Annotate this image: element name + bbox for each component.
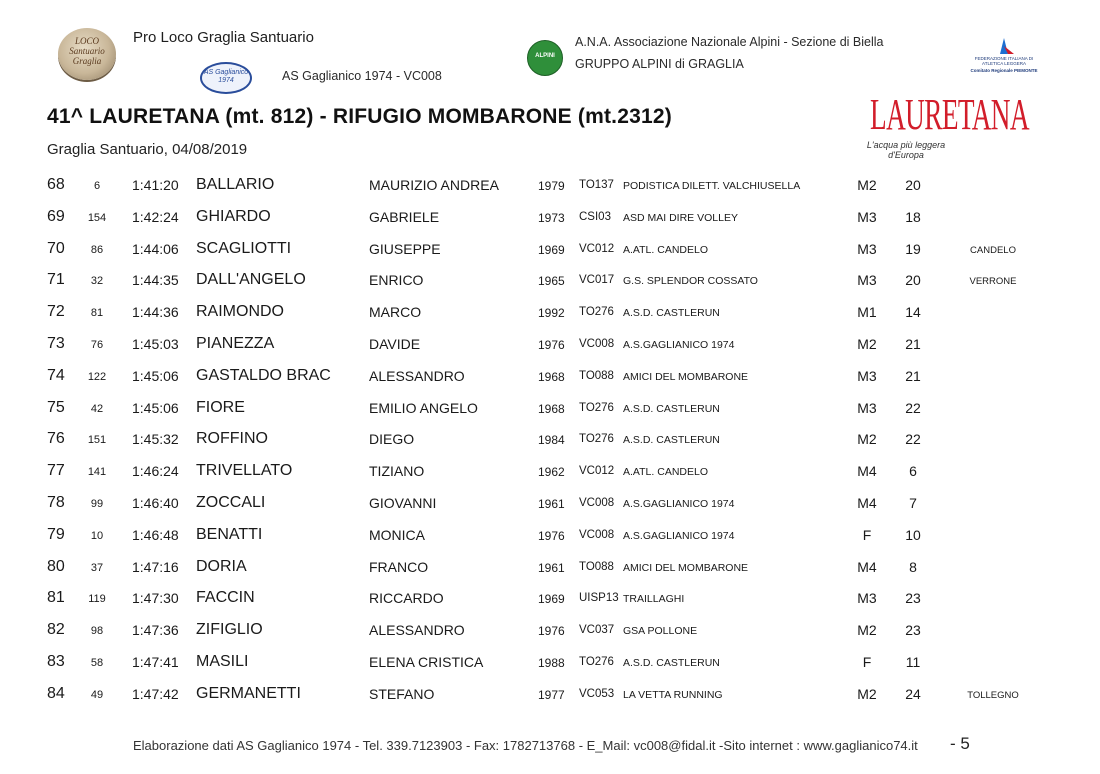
result-position: 84 — [47, 684, 65, 702]
table-row — [0, 176, 1100, 208]
result-time: 1:42:24 — [132, 208, 179, 225]
result-club-code: TO088 — [579, 369, 614, 382]
result-firstname: ALESSANDRO — [369, 622, 465, 639]
result-firstname: TIZIANO — [369, 463, 425, 480]
result-club-code: VC012 — [579, 242, 615, 255]
result-club-code: TO276 — [579, 433, 614, 446]
result-club: A.ATL. CANDELO — [623, 466, 708, 479]
result-surname: SCAGLIOTTI — [196, 239, 292, 257]
lauretana-logo-word: LAURETANA — [870, 90, 1029, 139]
result-position: 81 — [47, 589, 65, 607]
result-category: M4 — [857, 495, 877, 511]
result-club-code: TO088 — [579, 560, 614, 573]
result-birth-year: 1962 — [538, 465, 565, 480]
result-category-position: 20 — [905, 272, 921, 289]
result-category-position: 22 — [905, 431, 921, 448]
result-surname: GASTALDO BRAC — [196, 366, 331, 384]
result-bib: 10 — [90, 529, 104, 542]
result-club: PODISTICA DILETT. VALCHIUSELLA — [623, 180, 801, 192]
result-category-position: 21 — [905, 336, 921, 352]
result-position: 74 — [47, 366, 65, 384]
table-row — [0, 558, 1100, 590]
table-row — [0, 271, 1100, 303]
result-surname: MASILI — [196, 653, 249, 670]
result-bib: 81 — [90, 307, 104, 320]
result-club: A.S.GAGLIANICO 1974 — [623, 339, 735, 351]
result-position: 71 — [47, 271, 65, 289]
result-surname: BENATTI — [196, 525, 263, 543]
result-category: M3 — [857, 590, 877, 607]
result-birth-year: 1961 — [538, 560, 565, 575]
result-club: A.S.D. CASTLERUN — [623, 434, 720, 447]
result-position: 78 — [47, 494, 65, 511]
result-time: 1:47:16 — [132, 558, 179, 575]
result-category-position: 18 — [905, 208, 921, 225]
result-club: A.S.GAGLIANICO 1974 — [623, 529, 735, 542]
lauretana-logo-tagline: L'acqua più leggera d'Europa — [866, 140, 946, 160]
result-bib: 76 — [90, 339, 104, 351]
result-category: M3 — [857, 208, 877, 225]
result-bib: 37 — [90, 561, 104, 574]
result-club-code: VC017 — [579, 274, 615, 287]
org-gruppo-alpini: GRUPPO ALPINI di GRAGLIA — [575, 57, 744, 71]
result-surname: ROFFINO — [196, 430, 268, 448]
result-birth-year: 1965 — [538, 274, 565, 289]
result-category-position: 14 — [905, 304, 921, 321]
result-club-code: TO276 — [579, 656, 614, 668]
result-surname: GHIARDO — [196, 207, 271, 225]
result-position: 76 — [47, 430, 65, 448]
result-category: M1 — [857, 304, 877, 321]
result-club-code: VC008 — [579, 497, 615, 509]
result-firstname: MONICA — [369, 526, 425, 543]
table-row — [0, 462, 1100, 494]
result-club: AMICI DEL MOMBARONE — [623, 370, 749, 383]
result-birth-year: 1979 — [538, 179, 565, 193]
pro-loco-logo — [58, 28, 116, 80]
result-club-code: VC008 — [579, 528, 615, 541]
result-position: 68 — [47, 176, 65, 193]
page-subtitle: Graglia Santuario, 04/08/2019 — [47, 141, 248, 158]
result-bib: 42 — [90, 402, 104, 415]
result-club: LA VETTA RUNNING — [623, 688, 723, 701]
result-time: 1:47:36 — [132, 622, 179, 639]
result-surname: FACCIN — [196, 589, 255, 607]
fidal-mark-icon — [970, 36, 1038, 56]
result-surname: RAIMONDO — [196, 303, 284, 321]
result-club: A.S.D. CASTLERUN — [623, 307, 720, 320]
result-birth-year: 1961 — [538, 497, 565, 511]
fidal-logo-sub: Comitato Regionale PIEMONTE — [970, 68, 1038, 73]
result-firstname: ALESSANDRO — [369, 367, 465, 384]
result-note: TOLLEGNO — [967, 689, 1019, 701]
lauretana-logo — [848, 90, 1029, 160]
table-row — [0, 430, 1100, 462]
table-row — [0, 494, 1100, 526]
result-category-position: 22 — [905, 399, 921, 416]
result-firstname: GIUSEPPE — [369, 240, 441, 257]
table-row — [0, 589, 1100, 621]
result-firstname: EMILIO ANGELO — [369, 399, 478, 416]
result-club-code: VC008 — [579, 338, 615, 350]
result-firstname: ELENA CRISTICA — [369, 654, 484, 670]
table-row — [0, 653, 1100, 685]
result-club-code: VC053 — [579, 687, 615, 700]
result-birth-year: 1992 — [538, 306, 565, 321]
result-club: A.S.GAGLIANICO 1974 — [623, 498, 735, 510]
table-row — [0, 621, 1100, 653]
table-row — [0, 367, 1100, 399]
result-category: M3 — [857, 272, 877, 289]
result-category-position: 24 — [905, 685, 921, 702]
result-position: 72 — [47, 303, 65, 321]
result-firstname: MARCO — [369, 304, 422, 321]
fidal-logo-text — [970, 56, 1038, 73]
pro-loco-logo-text: LOCO Santuario Graglia — [69, 36, 105, 66]
result-surname: PIANEZZA — [196, 335, 275, 352]
result-club: TRAILLAGHI — [623, 593, 685, 606]
result-birth-year: 1976 — [538, 338, 565, 352]
result-birth-year: 1988 — [538, 656, 565, 670]
result-club-code: VC012 — [579, 465, 615, 478]
result-club: A.S.D. CASTLERUN — [623, 402, 720, 415]
result-category: M3 — [857, 240, 877, 257]
result-note: VERRONE — [969, 276, 1017, 288]
result-category: M2 — [857, 336, 877, 352]
result-time: 1:41:20 — [132, 177, 179, 193]
result-birth-year: 1977 — [538, 687, 565, 702]
result-club: A.S.D. CASTLERUN — [623, 657, 720, 669]
result-position: 80 — [47, 557, 65, 575]
table-row — [0, 399, 1100, 431]
org-ana: A.N.A. Associazione Nazionale Alpini - Sezione di Biella — [575, 35, 884, 49]
result-time: 1:45:06 — [132, 399, 179, 416]
result-surname: DORIA — [196, 557, 247, 575]
result-position: 73 — [47, 335, 65, 352]
result-surname: FIORE — [196, 398, 245, 416]
result-surname: ZIFIGLIO — [196, 621, 263, 639]
result-bib: 98 — [90, 625, 104, 638]
result-time: 1:44:36 — [132, 304, 179, 321]
result-firstname: STEFANO — [369, 685, 435, 702]
fidal-logo — [970, 36, 1038, 80]
result-club-code: TO276 — [579, 401, 614, 414]
result-firstname: DAVIDE — [369, 336, 421, 352]
result-position: 70 — [47, 239, 65, 257]
result-category: M4 — [857, 558, 877, 575]
result-surname: DALL'ANGELO — [196, 271, 306, 289]
table-row — [0, 335, 1100, 367]
table-row — [0, 303, 1100, 335]
ana-logo — [527, 40, 563, 76]
footer-credits: Elaborazione dati AS Gaglianico 1974 - Tel. 339.7123903 - Fax: 1782713768 - E_Mail: vc008@fidal.it -Sito internet : www.gaglianico74.it — [133, 738, 918, 753]
result-time: 1:47:30 — [132, 590, 179, 607]
as-gaglianico-logo-text: AS Gaglianico 1974 — [203, 69, 249, 84]
table-row — [0, 240, 1100, 272]
result-category-position: 6 — [909, 463, 917, 480]
result-birth-year: 1969 — [538, 592, 565, 607]
result-bib: 154 — [87, 211, 107, 224]
result-birth-year: 1973 — [538, 210, 565, 225]
result-firstname: FRANCO — [369, 558, 429, 575]
result-time: 1:45:06 — [132, 367, 179, 384]
result-bib: 6 — [93, 180, 101, 192]
result-bib: 119 — [88, 593, 106, 606]
result-category-position: 20 — [905, 177, 921, 193]
result-time: 1:44:35 — [132, 272, 179, 289]
result-category-position: 19 — [905, 240, 921, 257]
result-time: 1:46:40 — [132, 495, 179, 511]
table-row — [0, 685, 1100, 717]
result-surname: GERMANETTI — [196, 684, 301, 702]
result-birth-year: 1984 — [538, 433, 565, 448]
org-as-gaglianico: AS Gaglianico 1974 - VC008 — [282, 69, 442, 83]
result-category: F — [862, 526, 872, 543]
result-bib: 141 — [87, 466, 107, 479]
result-time: 1:46:24 — [132, 463, 179, 480]
result-time: 1:47:41 — [132, 654, 179, 670]
result-club-code: TO137 — [579, 179, 614, 191]
result-time: 1:44:06 — [132, 240, 179, 257]
result-bib: 122 — [87, 370, 107, 383]
result-category: F — [862, 654, 872, 670]
fidal-logo-name: FEDERAZIONE ITALIANA DI ATLETICA LEGGERA — [974, 56, 1034, 66]
result-club: A.ATL. CANDELO — [623, 243, 708, 256]
result-birth-year: 1976 — [538, 624, 565, 639]
result-category: M2 — [857, 685, 877, 702]
result-category: M3 — [857, 399, 877, 416]
page-number: - 5 — [950, 734, 970, 753]
org-pro-loco: Pro Loco Graglia Santuario — [133, 29, 314, 46]
result-position: 83 — [47, 653, 65, 670]
result-time: 1:47:42 — [132, 685, 179, 702]
result-club: ASD MAI DIRE VOLLEY — [623, 211, 738, 224]
result-birth-year: 1976 — [538, 528, 565, 543]
result-category-position: 8 — [909, 558, 917, 575]
result-birth-year: 1968 — [538, 369, 565, 384]
result-firstname: GABRIELE — [369, 208, 440, 225]
result-club-code: TO276 — [579, 306, 614, 319]
result-club-code: UISP13 — [579, 592, 619, 605]
result-surname: ZOCCALI — [196, 494, 266, 511]
result-position: 75 — [47, 398, 65, 416]
result-time: 1:45:03 — [132, 336, 179, 352]
result-position: 82 — [47, 621, 65, 639]
table-row — [0, 526, 1100, 558]
result-bib: 99 — [90, 498, 104, 510]
result-bib: 32 — [90, 275, 104, 288]
result-category-position: 10 — [905, 526, 921, 543]
result-club-code: VC037 — [579, 624, 615, 637]
result-category-position: 21 — [905, 367, 921, 384]
result-category: M2 — [857, 431, 877, 448]
result-position: 79 — [47, 525, 65, 543]
result-category-position: 7 — [909, 495, 917, 511]
page-title: 41^ LAURETANA (mt. 812) - RIFUGIO MOMBARONE (mt.2312) — [47, 105, 672, 128]
result-birth-year: 1968 — [538, 401, 565, 416]
result-position: 77 — [47, 462, 65, 480]
result-category: M2 — [857, 622, 877, 639]
result-bib: 49 — [90, 688, 104, 701]
result-category-position: 11 — [905, 654, 921, 670]
result-firstname: DIEGO — [369, 431, 415, 448]
result-time: 1:45:32 — [132, 431, 179, 448]
result-firstname: RICCARDO — [369, 590, 444, 607]
result-bib: 58 — [90, 657, 104, 669]
result-category: M2 — [857, 177, 877, 193]
result-bib: 86 — [90, 243, 104, 256]
result-surname: TRIVELLATO — [196, 462, 293, 480]
result-category-position: 23 — [905, 590, 921, 607]
result-firstname: MAURIZIO ANDREA — [369, 177, 499, 193]
result-firstname: GIOVANNI — [369, 495, 437, 511]
ana-logo-text: ALPINI — [535, 53, 555, 59]
result-category-position: 23 — [905, 622, 921, 639]
as-gaglianico-logo — [200, 62, 252, 94]
result-category: M4 — [857, 463, 877, 480]
result-club: AMICI DEL MOMBARONE — [623, 561, 749, 574]
result-surname: BALLARIO — [196, 176, 275, 193]
result-position: 69 — [47, 207, 65, 225]
result-firstname: ENRICO — [369, 272, 424, 289]
result-note: CANDELO — [970, 244, 1016, 256]
result-club: G.S. SPLENDOR COSSATO — [623, 275, 758, 288]
table-row — [0, 208, 1100, 240]
result-club: GSA POLLONE — [623, 625, 698, 638]
result-bib: 151 — [87, 434, 107, 447]
result-time: 1:46:48 — [132, 526, 179, 543]
result-birth-year: 1969 — [538, 242, 565, 257]
result-category: M3 — [857, 367, 877, 384]
result-club-code: CSI03 — [579, 210, 611, 223]
